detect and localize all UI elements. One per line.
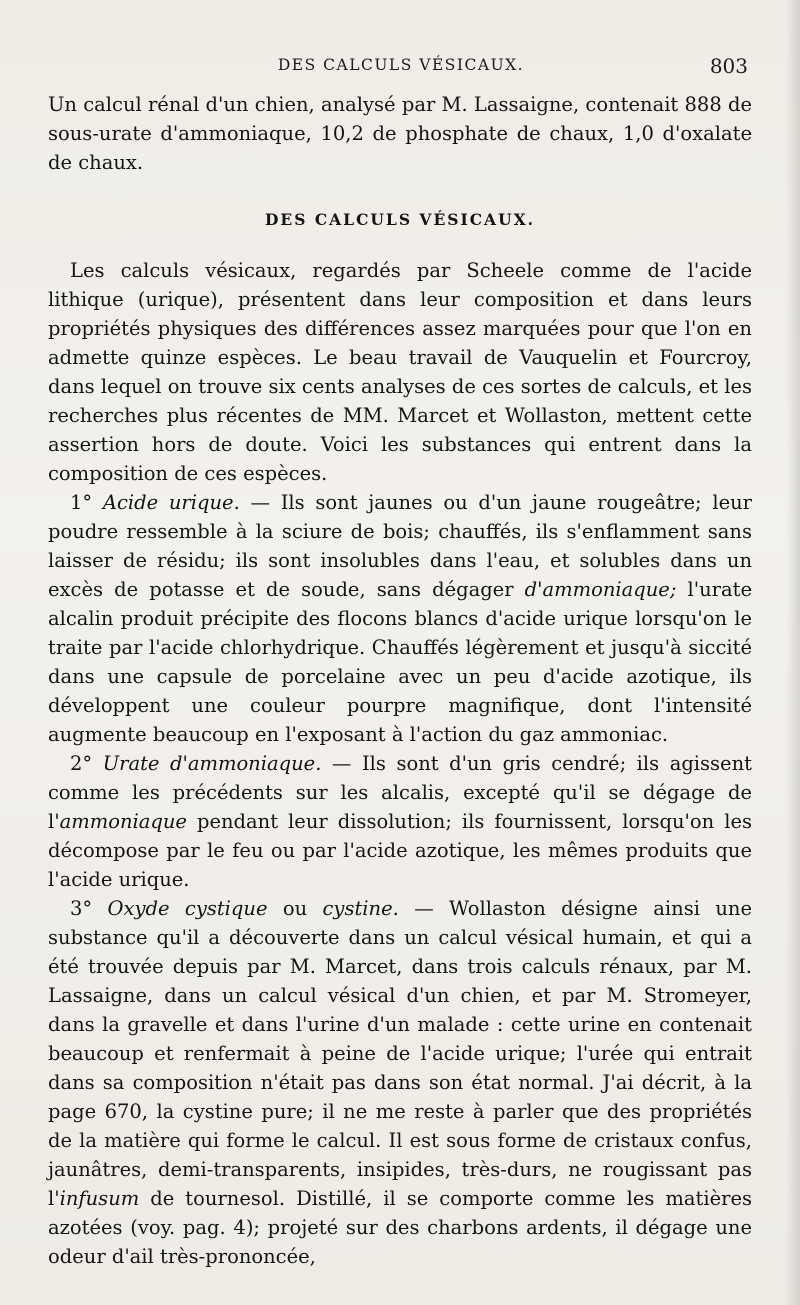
item-text: — Ils sont d'un gris cendré; ils agissent comme les précédents sur les alcalis, excepté qu'il se dégage de l' — [48, 752, 752, 833]
item-number: 1° — [70, 491, 103, 514]
item-number: 2° — [70, 752, 103, 775]
item-term: Acide urique. — [102, 491, 240, 514]
item-text: ou — [267, 897, 323, 920]
item-text: l'urate alcalin produit précipite des flocons blancs d'acide urique lorsqu'on le traite par l'acide chlorhydrique. Chauffés légèrement et jusqu'à siccité dans une capsule de porcelaine avec un peu d'acide azotique, ils développent une couleur pourpre magnifique, dont l'intensité augmente beaucoup en l'exposant à l'action du gaz ammoniac. — [48, 578, 752, 746]
item-italic: infusum — [59, 1187, 140, 1210]
page-header — [52, 56, 750, 86]
item-urate-ammoniaque — [48, 749, 752, 894]
item-text: — Ils sont jaunes ou d'un jaune rougeâtre; leur poudre ressemble à la sciure de bois; chauffés, ils s'enflamment sans laisser de résidu; ils sont insolubles dans l'eau, et solubles dans un excès de potasse et de soude, sans dégager — [48, 491, 753, 601]
item-text: de tournesol. Distillé, il se comporte comme les matières azotées (voy. pag. 4); projeté sur des charbons ardents, il dégage une odeur d'ail très-prononcée, — [48, 1187, 752, 1268]
item-text: pendant leur dissolution; ils fournissent, lorsqu'on les décompose par le feu ou par l'acide azotique, les mêmes produits que l'acide urique. — [48, 810, 752, 891]
paragraph-renal-calculus: Un calcul rénal d'un chien, analysé par M. Lassaigne, contenait 888 de sous-urate d'ammoniaque, 10,2 de phosphate de chaux, 1,0 d'oxalate de chaux. — [48, 93, 752, 174]
section-title: DES CALCULS VÉSICAUX. — [264, 210, 536, 229]
paragraph-intro: Les calculs vésicaux, regardés par Scheele comme de l'acide lithique (urique), présentent dans leur composition et dans leurs propriétés physiques des différences assez marquées pour que l'on en admette quinze espèces. Le beau travail de Vauquelin et Fourcroy, dans lequel on trouve six cents analyses de ces sortes de calculs, et les recherches plus récentes de MM. Marcet et Wollaston, mettent cette assertion hors de doute. Voici les substances qui entrent dans la composition de ces espèces. — [48, 259, 752, 485]
item-number: 3° — [70, 897, 108, 920]
item-term: Urate d'ammoniaque. — [102, 752, 322, 775]
item-acide-urique — [48, 488, 752, 749]
item-term: cystine. — [322, 897, 399, 920]
item-text: — Wollaston désigne ainsi une substance qu'il a découverte dans un calcul vésical humain, et qui a été trouvée depuis par M. Marcet, dans trois calculs rénaux, par M. Lassaigne, dans un calcul vésical d'un chien, et par M. Stromeyer, dans la gravelle et dans l'urine d'un malade : cette urine en contenait beaucoup et renfermait à peine de l'acide urique; l'urée qui entrait dans sa composition n'était pas dans son état normal. J'ai décrit, à la page 670, la cystine pure; il ne me reste à parler que des propriétés de la matière qui forme le calcul. Il est sous forme de cristaux confus, jaunâtres, demi-transparents, insipides, très-durs, ne rougissant pas l' — [48, 897, 752, 1210]
item-cystine — [48, 894, 752, 1271]
page-body — [48, 90, 752, 1271]
item-italic: ammoniaque — [59, 810, 187, 833]
page-number: 803 — [709, 54, 748, 78]
item-term: Oxyde cystique — [107, 897, 268, 920]
running-head: DES CALCULS VÉSICAUX. — [277, 56, 525, 74]
item-italic: d'ammoniaque; — [524, 578, 677, 601]
